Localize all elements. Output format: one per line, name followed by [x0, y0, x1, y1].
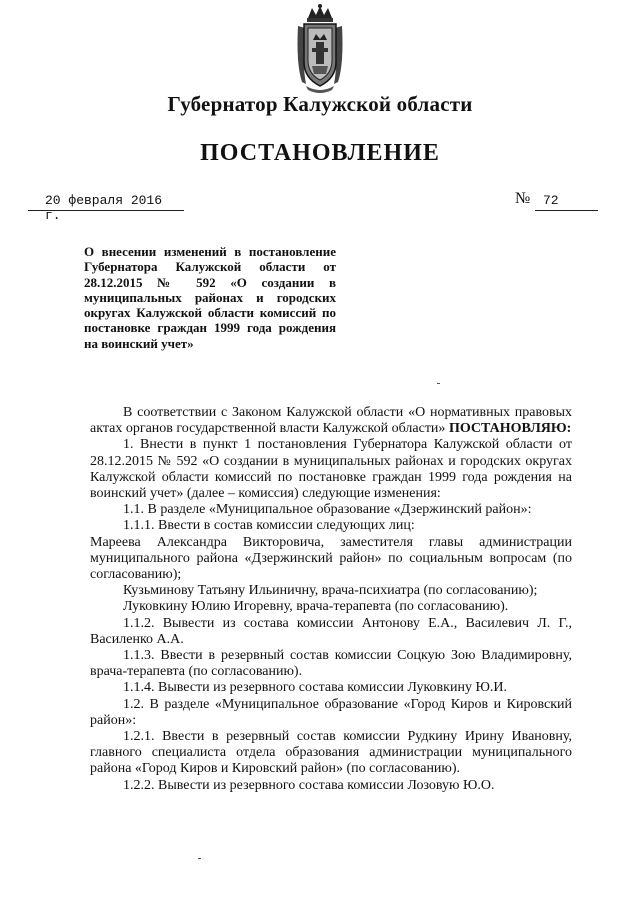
- paragraph: 1.1.1. Ввести в состав комиссии следующих лиц:: [123, 518, 415, 534]
- coat-of-arms-icon: [292, 4, 348, 94]
- scan-speck: [437, 383, 440, 384]
- document-body: [90, 405, 572, 794]
- paragraph: 1. Внести в пункт 1 постановления Губернатора Калужской области от 28.12.2015 № 592 «О создании в муниципальных районах и городских округах Калужской области комиссий по постановке граждан 1999 года рождения на воинский учет» (далее – комиссия) следующие изменения:: [90, 437, 572, 502]
- issuing-authority: Губернатор Калужской области: [167, 92, 473, 116]
- preamble: [90, 405, 572, 437]
- scan-speck: [198, 858, 201, 859]
- document-date: 20 февраля 2016 г.: [28, 193, 184, 211]
- paragraph: 1.2.2. Вывести из резервного состава комиссии Лозовую Ю.О.: [123, 777, 495, 793]
- document-number: 72: [535, 193, 598, 211]
- paragraph: 1.1. В разделе «Муниципальное образование «Дзержинский район»:: [123, 502, 532, 518]
- document-subject: О внесении изменений в постановление Губернатора Калужской области от 28.12.2015 № 592 «О создании в муниципальных районах и городских округах Калужской области комиссий по постановке граждан 1999 года рождения на воинский учет»: [84, 244, 336, 351]
- paragraph: 1.1.4. Вывести из резервного состава комиссии Луковкину Ю.И.: [123, 680, 507, 696]
- paragraph: 1.1.2. Вывести из состава комиссии Антонову Е.А., Василевич Л. Г., Василенко А.А.: [90, 615, 572, 647]
- paragraph: Мареева Александра Викторовича, заместителя главы администрации муниципального района «Дзержинский район» по социальным вопросам (по согласованию);: [90, 534, 572, 583]
- preamble-text: В соответствии с Законом Калужской области «О нормативных правовых актах органов государственной власти Калужской области»: [90, 405, 572, 437]
- decree-word: ПОСТАНОВЛЯЮ:: [448, 421, 572, 437]
- paragraph: 1.1.3. Ввести в резервный состав комиссии Соцкую Зою Владимировну, врача-терапевта (по согласованию).: [90, 648, 572, 680]
- paragraph: Луковкину Юлию Игоревну, врача-терапевта (по согласованию).: [123, 599, 509, 615]
- paragraph: 1.2. В разделе «Муниципальное образование «Город Киров и Кировский район»:: [90, 696, 572, 728]
- number-label: №: [515, 190, 531, 207]
- paragraph: Кузьминову Татьяну Ильиничну, врача-психиатра (по согласованию);: [123, 583, 538, 599]
- document-type: ПОСТАНОВЛЕНИЕ: [200, 140, 440, 166]
- paragraph: 1.2.1. Ввести в резервный состав комиссии Рудкину Ирину Ивановну, главного специалиста отдела образования администрации муниципального района «Город Киров и Кировский район» (по согласованию).: [90, 729, 572, 777]
